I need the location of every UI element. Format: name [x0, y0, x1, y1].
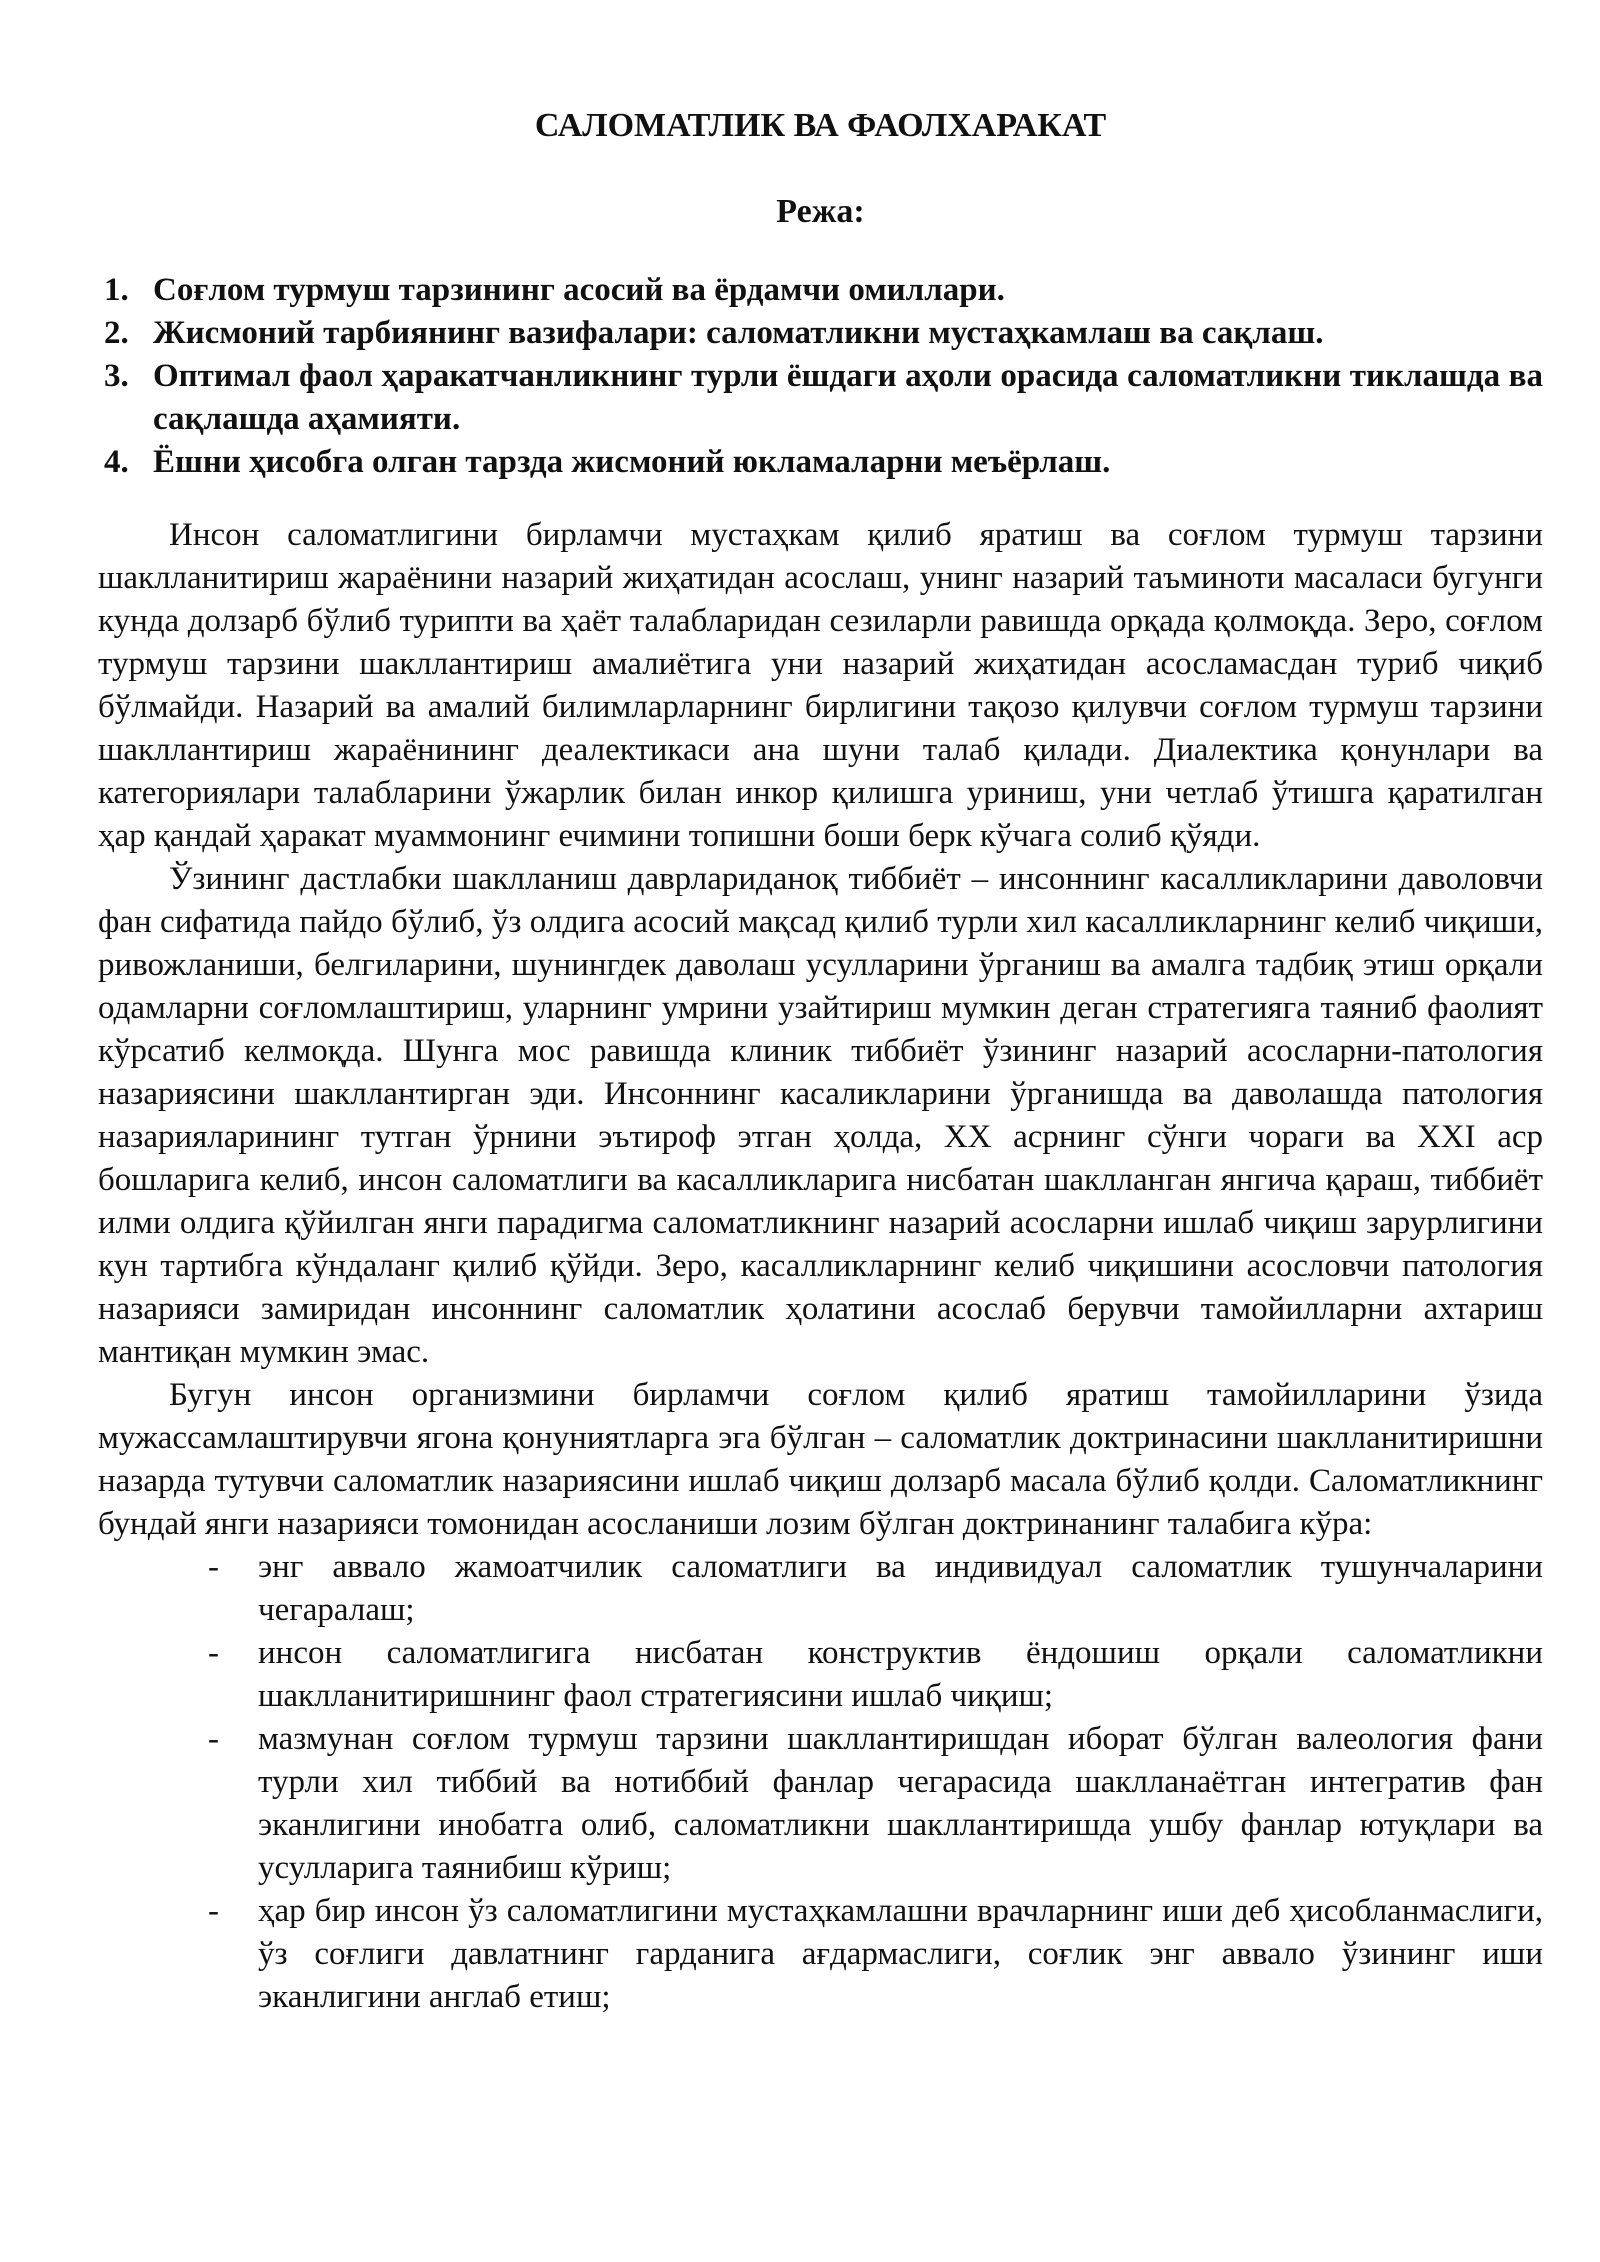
requirement-text: мазмунан соғлом турмуш тарзини шакллантиришдан иборат бўлган валеология фани турли хил тиббий ва нотиббий фанлар чегарасида шаклланаётган интегратив фан эканлигини инобатга олиб, саломатликни шакллантиришда ушбу фанлар ютуқлари ва усулларига таянибиш кўриш;	[258, 1721, 1543, 1886]
body-paragraph: Бугун инсон организмини бирламчи соғлом қилиб яратиш тамойилларини ўзида мужассамлаштирувчи ягона қонуниятларга эга бўлган – саломатлик доктринасини шаклланитиришни назарда тутувчи саломатлик назариясини ишлаб чиқиш долзарб масала бўлиб қолди. Саломатликнинг бундай янги назарияси томонидан асосланиши лозим бўлган доктринанинг талабига кўра:	[98, 1377, 1543, 1542]
requirement-item	[208, 1718, 1543, 1890]
plan-item-number: 4.	[104, 444, 129, 480]
body-paragraph: Ўзининг дастлабки шаклланиш даврлариданоқ тиббиёт – инсоннинг касалликларини даволовчи фан сифатида пайдо бўлиб, ўз олдига асосий мақсад қилиб турли хил касалликларнинг келиб чиқиши, ривожланиши, белгиларини, шунингдек даволаш усулларини ўрганиш ва амалга тадбиқ этиш орқали одамларни соғломлаштириш, уларнинг умрини узайтириш мумкин деган стратегияга таяниб фаолият кўрсатиб келмоқда. Шунга мос равишда клиник тиббиёт ўзининг назарий асосларни-патология назариясини шакллантирган эди. Инсоннинг касаликларини ўрганишда ва даволашда патология назарияларининг тутган ўрнини эътироф этган ҳолда, XX асрнинг сўнги чораги ва XXI аср бошларига келиб, инсон саломатлиги ва касалликларига нисбатан шаклланган янгича қараш, тиббиёт илми олдига қўйилган янги парадигма саломатликнинг назарий асосларни ишлаб чиқиш зарурлигини кун тартибга кўндаланг қилиб қўйди. Зеро, касалликларнинг келиб чиқишини асословчи патология назарияси замиридан инсоннинг саломатлик ҳолатини асослаб берувчи тамойилларни ахтариш мантиқан мумкин эмас.	[98, 861, 1543, 1370]
body-paragraph: Инсон саломатлигини бирламчи мустаҳкам қилиб яратиш ва соғлом турмуш тарзини шаклланитириш жараёнини назарий жиҳатидан асослаш, унинг назарий таъминоти масаласи бугунги кунда долзарб бўлиб турипти ва ҳаёт талабларидан сезиларли равишда орқада қолмоқда. Зеро, соғлом турмуш тарзини шакллантириш амалиётига уни назарий жиҳатидан асосламасдан туриб чиқиб бўлмайди. Назарий ва амалий билимларларнинг бирлигини тақозо қилувчи соғлом турмуш тарзини шакллантириш жараёнининг деалектикаси ана шуни талаб қилади. Диалектика қонунлари ва категориялари талабларини ўжарлик билан инкор қилишга уриниш, уни четлаб ўтишга қаратилган ҳар қандай ҳаракат муаммонинг ечимини топишни боши берк кўчага солиб қўяди.	[98, 517, 1543, 854]
plan-item-number: 3.	[104, 358, 129, 394]
requirements-list	[98, 1546, 1543, 2019]
requirement-item	[208, 1890, 1543, 2019]
requirement-text: ҳар бир инсон ўз саломатлигини мустаҳкамлашни врачларнинг иши деб ҳисобланмаслиги, ўз соғлиги давлатнинг гарданига ағдармаслиги, соғлик энг аввало ўзининг иши эканлигини англаб етиш;	[258, 1893, 1543, 2015]
plan-item	[98, 269, 1543, 312]
dash-bullet: -	[208, 1549, 219, 1585]
plan-item-number: 1.	[104, 272, 129, 308]
plan-item	[98, 441, 1543, 484]
plan-list	[98, 269, 1543, 484]
requirement-item	[208, 1632, 1543, 1718]
plan-item-number: 2.	[104, 315, 129, 351]
document-title: САЛОМАТЛИК ВА ФАОЛХАРАКАТ	[534, 107, 1107, 144]
requirement-item	[208, 1546, 1543, 1632]
dash-bullet: -	[208, 1721, 219, 1757]
requirement-text: инсон саломатлигига нисбатан конструктив ёндошиш орқали саломатликни шаклланитиришнинг фаол стратегиясини ишлаб чиқиш;	[258, 1635, 1543, 1714]
plan-item-text: Оптимал фаол ҳаракатчанликнинг турли ёшдаги аҳоли орасида саломатликни тиклашда ва сақлашда аҳамияти.	[153, 358, 1543, 437]
plan-item-text: Жисмоний тарбиянинг вазифалари: саломатликни мустаҳкамлаш ва сақлаш.	[153, 315, 1324, 351]
dash-bullet: -	[208, 1893, 219, 1929]
plan-item-text: Соғлом турмуш тарзининг асосий ва ёрдамчи омиллари.	[153, 272, 1005, 308]
dash-bullet: -	[208, 1635, 219, 1671]
plan-item-text: Ёшни ҳисобга олган тарзда жисмоний юкламаларни меъёрлаш.	[153, 444, 1111, 480]
plan-heading: Режа:	[776, 193, 865, 230]
plan-item	[98, 312, 1543, 355]
plan-item	[98, 355, 1543, 441]
requirement-text: энг аввало жамоатчилик саломатлиги ва индивидуал саломатлик тушунчаларини чегаралаш;	[258, 1549, 1543, 1628]
